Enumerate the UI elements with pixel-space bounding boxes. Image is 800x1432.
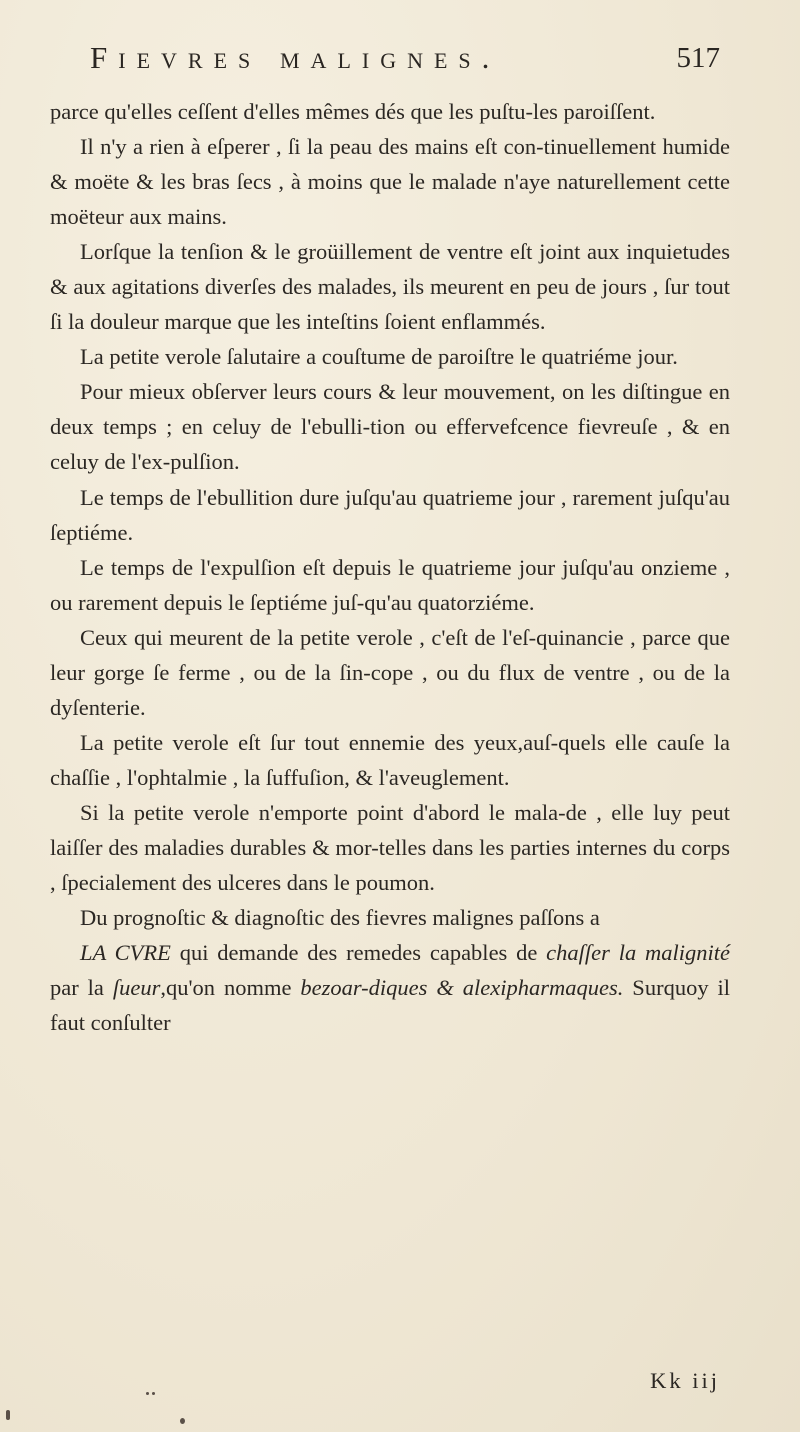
running-title: Fievres malignes. — [90, 40, 501, 75]
italic-phrase: bezoar-diques & alexipharmaques. — [300, 975, 624, 1001]
text-run: ,qu'on nomme — [160, 975, 301, 1001]
paragraph-8: Ceux qui meurent de la petite verole , c'eſt de l'eſ-quinancie , parce que leur gorge ſe ferme , ou de la ſin-cope , ou du flux de ventre , ou de la dyſenterie. — [50, 624, 730, 720]
text-run: Surquoy il faut conſulter — [50, 975, 730, 1036]
paragraph-9: La petite verole eſt ſur tout ennemie des yeux,auſ-quels elle cauſe la chaſſie , l'ophtalmie , la ſuffuſion, & l'aveuglement. — [50, 729, 730, 790]
paragraph-5: Pour mieux obſerver leurs cours & leur mouvement, on les diſtingue en deux temps ; en celuy de l'ebulli-tion ou effervefcence fievreuſe , & en celuy de l'ex-pulſion. — [50, 379, 730, 475]
text-run: par la — [50, 975, 113, 1001]
paragraph-3: Lorſque la tenſion & le groüillement de ventre eſt joint aux inquietudes & aux agitations diverſes des malades, ils meurent en peu de jours , ſur tout ſi la douleur marque que les inteſtins ſoient enflammés. — [50, 239, 730, 335]
paragraph-10: Si la petite verole n'emporte point d'abord le mala-de , elle luy peut laiſſer des maladies durables & mor-telles dans les parties internes du corps , ſpecialement des ulceres dans le poumon. — [50, 799, 730, 896]
cure-heading: LA CVRE — [80, 940, 171, 966]
paragraph-4: La petite verole ſalutaire a couſtume de paroiſtre le quatriéme jour. — [80, 344, 678, 370]
ink-speck — [180, 1418, 185, 1424]
italic-word: ſueur — [112, 975, 161, 1001]
body-text — [50, 94, 730, 1040]
ink-speck — [152, 1392, 155, 1395]
ink-speck — [6, 1410, 10, 1420]
paragraph-11: Du prognoſtic & diagnoſtic des fievres malignes paſſons a — [80, 905, 600, 931]
page-number: 517 — [676, 42, 720, 74]
page-header — [90, 40, 720, 92]
paragraph-12 — [50, 935, 730, 1040]
paragraph-6: Le temps de l'ebullition dure juſqu'au quatrieme jour , rarement juſqu'au ſeptiéme. — [50, 484, 730, 545]
paragraph-2: Il n'y a rien à eſperer , ſi la peau des mains eſt con-tinuellement humide & moëte & les bras ſecs , à moins que le malade n'aye naturellement cette moëteur aux mains. — [50, 134, 730, 230]
paragraph-7: Le temps de l'expulſion eſt depuis le quatrieme jour juſqu'au onzieme , ou rarement depuis le ſeptiéme juſ-qu'au quatorziéme. — [50, 554, 730, 615]
italic-phrase: chaſſer la malignité — [546, 940, 730, 966]
text-run: qui demande des remedes capables de — [170, 940, 547, 966]
paragraph-1: parce qu'elles ceſſent d'elles mêmes dés que les puſtu-les paroiſſent. — [50, 99, 656, 124]
ink-speck — [146, 1392, 149, 1395]
signature-mark: Kk iij — [650, 1368, 720, 1393]
